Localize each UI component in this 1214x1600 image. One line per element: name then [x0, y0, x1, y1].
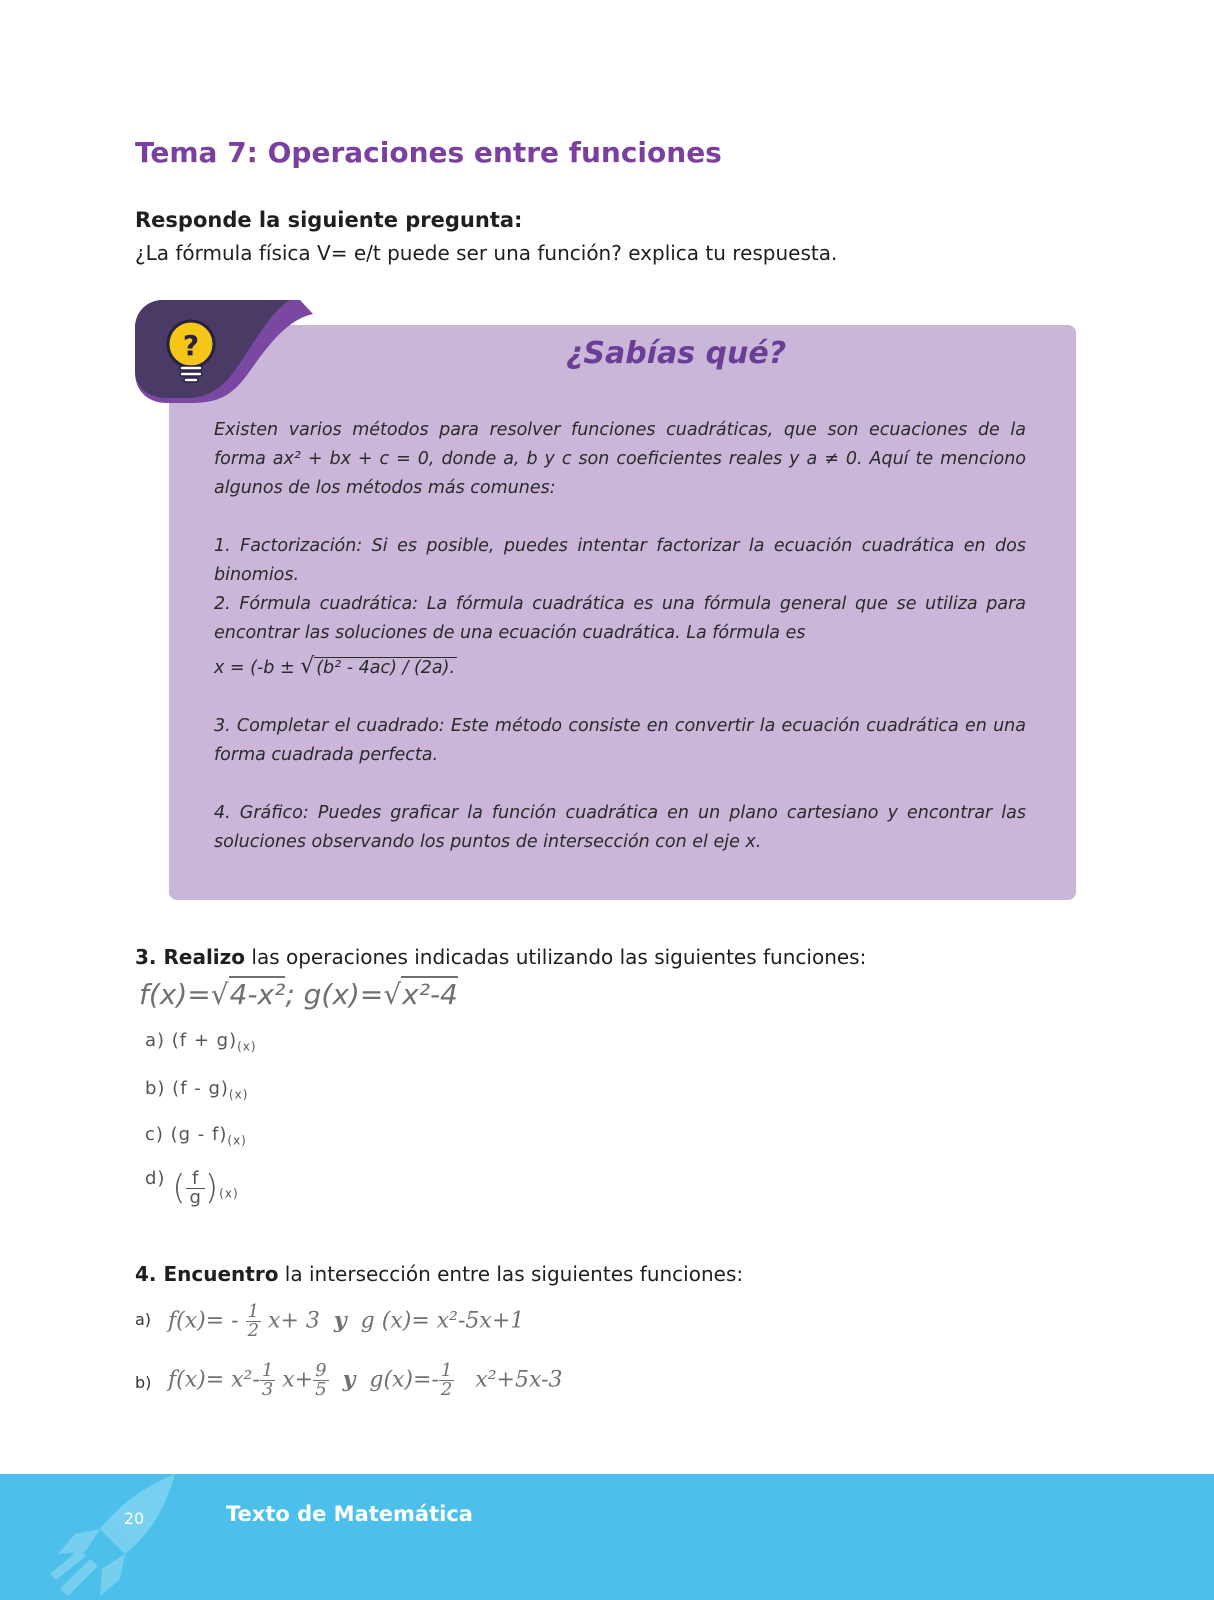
- svg-text:?: ?: [182, 329, 200, 362]
- page-number: 20: [117, 1502, 151, 1536]
- method-1: 1. Factorización: Si es posible, puedes intentar factorizar la ecuación cuadrática en dos binomios.: [214, 536, 1026, 585]
- exercise-3-functions: f(x)=√4-x²; g(x)=√x²-4: [139, 978, 458, 1011]
- info-box-body: [214, 416, 1026, 857]
- footer-title: Texto de Matemática: [226, 1502, 473, 1526]
- exercise-3c: c) $(g - f)_{(x)}$: [145, 1124, 247, 1148]
- method-3: 3. Completar el cuadrado: Este método consiste en convertir la ecuación cuadrática en una forma cuadrada perfecta.: [214, 716, 1026, 765]
- exercise-4a-label: a): [135, 1310, 152, 1329]
- page-title: Tema 7: Operaciones entre funciones: [135, 136, 722, 169]
- exercise-3d: d) ( $\frac{f}{g}$ )$_{(x)}$: [145, 1167, 239, 1208]
- method-4: 4. Gráfico: Puedes graficar la función cuadrática en un plano cartesiano y encontrar las soluciones observando los puntos de intersección con el eje x.: [214, 803, 1026, 852]
- quadratic-formula: x = (-b ± √ (b² - 4ac) / (2a).: [214, 654, 456, 679]
- lightbulb-question-icon: [163, 318, 219, 384]
- exercise-3a: a) $(f + g)_{(x)}$: [145, 1030, 257, 1054]
- exercise-4b-functions: f(x)= x²- $\frac{1}{3}$ x+ $\frac{9}{5}$ y g(x)=- $\frac{1}{2}$ x²+5x-3: [168, 1360, 563, 1400]
- exercise-4b-label: b): [135, 1373, 152, 1392]
- question-text: ¿La fórmula física V= e/t puede ser una función? explica tu respuesta.: [135, 241, 838, 265]
- exercise-4a-functions: f(x)= - $\frac{1}{2}$ x+ 3 y g (x)= x²-5x+1: [168, 1301, 525, 1341]
- rocket-icon: [40, 1474, 190, 1600]
- method-2: 2. Fórmula cuadrática: La fórmula cuadrática es una fórmula general que se utiliza para encontrar las soluciones de una ecuación cuadrática. La fórmula es: [214, 594, 1026, 643]
- info-intro: Existen varios métodos para resolver funciones cuadráticas, que son ecuaciones de la forma ax² + bx + c = 0, donde a, b y c son coeficientes reales y a ≠ 0. Aquí te menciono algunos de los métodos más comunes:: [214, 420, 1026, 498]
- exercise-4-heading: 4. Encuentro la intersección entre las siguientes funciones:: [135, 1262, 744, 1286]
- exercise-3b: b) $(f - g)_{(x)}$: [145, 1078, 249, 1102]
- question-heading: Responde la siguiente pregunta:: [135, 208, 523, 232]
- info-box-title: ¿Sabías qué?: [566, 336, 787, 371]
- exercise-3-heading: 3. Realizo las operaciones indicadas utilizando las siguientes funciones:: [135, 945, 867, 969]
